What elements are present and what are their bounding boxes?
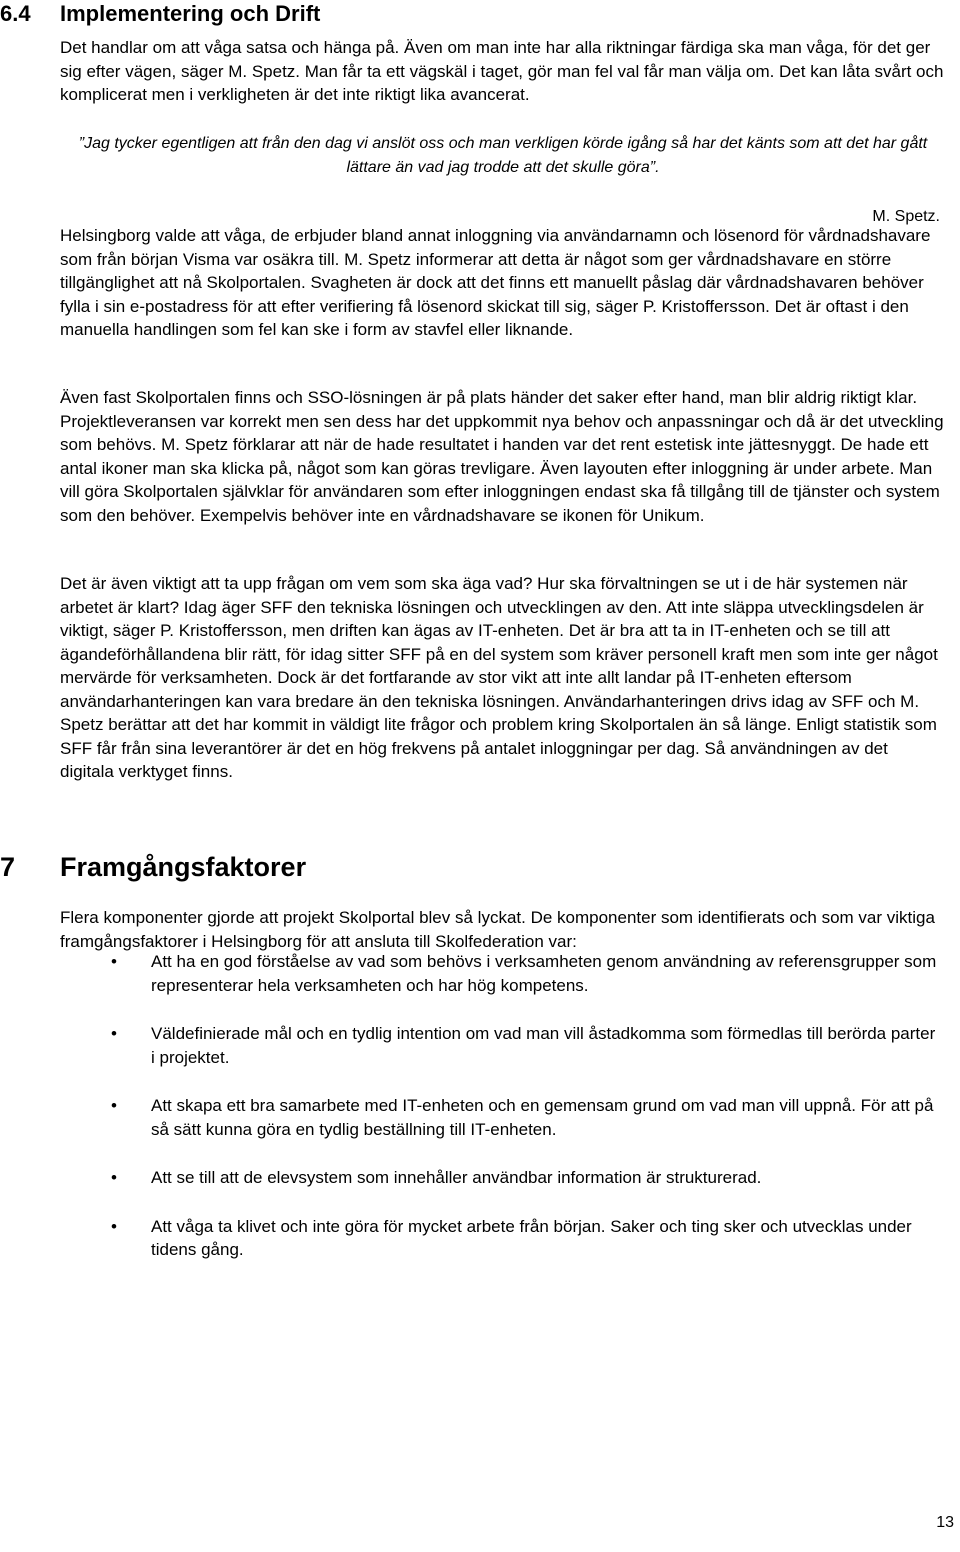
list-item — [60, 1215, 940, 1262]
bullet-icon: • — [111, 952, 117, 971]
bullet-icon: • — [111, 1096, 117, 1115]
list-item-text: Att se till att de elevsystem som innehåller användbar information är strukturerad. — [151, 1168, 762, 1187]
list-item-text: Att våga ta klivet och inte göra för mycket arbete från början. Saker och ting sker och utvecklas under tidens gång. — [151, 1216, 912, 1259]
list-item-text: Att skapa ett bra samarbete med IT-enheten och en gemensam grund om vad man vill uppnå. För att på så sätt kunna göra en tydlig beställning till IT-enheten. — [151, 1096, 934, 1139]
list-item — [60, 1094, 940, 1141]
quote-attribution: M. Spetz. — [872, 208, 940, 225]
section-title: Implementering och Drift — [60, 1, 321, 26]
list-item-text: Att ha en god förståelse av vad som behövs i verksamheten genom användning av referensgrupper som representerar hela verksamheten och har hög kompetens. — [151, 952, 937, 995]
section-number: 6.4 — [0, 1, 31, 26]
section-number: 7 — [0, 852, 16, 882]
section-heading-6-4 — [0, 0, 320, 28]
list-item — [60, 1022, 940, 1069]
section-title: Framgångsfaktorer — [60, 852, 307, 882]
intro-paragraph: Det handlar om att våga satsa och hänga på. Även om man inte har alla riktningar färdiga ska man våga, för det ger sig efter vägen, säger M. Spetz. Man får ta ett vägskäl i taget, gör man fel val får man välja om. Det kan låta svårt och komplicerat men i verkligheten är det inte riktigt lika avancerat. — [60, 38, 944, 104]
quote: ”Jag tycker egentligen att från den dag vi anslöt oss och man verkligen körde igång så har det känts som att det har gått lättare än vad jag trodde att det skulle göra”. — [78, 135, 928, 176]
paragraph-1: Helsingborg valde att våga, de erbjuder bland annat inloggning via användarnamn och lösenord för vårdnadshavare som från början Visma var osäkra till. M. Spetz informerar att detta är något som ger vårdnadshavare en större tillgänglighet att nå Skolportalen. Svagheten är dock att det finns ett manuellt påslag där vårdnadshavaren behöver fylla i sin e-postadress för att efter verifiering få lösenord skickat till sig, säger P. Kristoffersson. Det är oftast i den manuella handlingen som fel kan ske i form av stavfel eller liknande. — [60, 226, 931, 339]
list-item — [60, 950, 940, 997]
success-factor-list — [60, 950, 940, 1287]
section-heading-7 — [0, 850, 306, 884]
list-item-text: Väldefinierade mål och en tydlig intention om vad man vill åstadkomma som förmedlas till berörda parter i projektet. — [151, 1024, 936, 1067]
bullet-icon: • — [111, 1168, 117, 1187]
page-number: 13 — [936, 1514, 954, 1531]
list-item — [60, 1166, 940, 1190]
bullet-icon: • — [111, 1024, 117, 1043]
paragraph-2: Även fast Skolportalen finns och SSO-lösningen är på plats händer det saker efter hand, man blir aldrig riktigt klar. Projektleveransen var korrekt men sen dess har det uppkommit nya behov och anpassningar och då är det utveckling som behövs. M. Spetz förklarar att när de hade resultatet i handen var det rent estetisk inte jättesnyggt. De hade ett antal ikoner man ska klicka på, något som kan göras trevligare. Även layouten efter inloggning är under arbete. Man vill göra Skolportalen självklar för användaren som efter inloggningen endast ska få tillgång till de tjänster och system som den behöver. Exempelvis behöver inte en vårdnadshavare se ikonen för Unikum. — [60, 388, 944, 525]
bullet-icon: • — [111, 1216, 117, 1236]
section-7-intro: Flera komponenter gjorde att projekt Skolportal blev så lyckat. De komponenter som identifierats och som var viktiga framgångsfaktorer i Helsingborg för att ansluta till Skolfederation var: — [60, 908, 935, 951]
paragraph-3: Det är även viktigt att ta upp frågan om vem som ska äga vad? Hur ska förvaltningen se ut i de här systemen när arbetet är klart? Idag äger SFF den tekniska lösningen och utvecklingen av den. Att inte släppa utvecklingsdelen är viktigt, säger P. Kristoffersson, men driften kan ägas av IT-enheten. Det är bra att ta in IT-enheten och se till att ägandeförhållandena blir rätt, för idag sitter SFF på en del system som kräver personell kraft men som inte ger något mervärde för verksamheten. Dock är det fortfarande av stor vikt att inte allt landar på IT-enheten eftersom användarhanteringen kan vara bredare än den tekniska lösningen. Användarhanteringen drivs idag av SFF och M. Spetz berättar att det har kommit in väldigt lite frågor och problem kring Skolportalen än så länge. Enligt statistik som SFF får från sina leverantörer är det en hög frekvens på antalet inloggningar per dag. Så användningen av det digitala verktyget finns. — [60, 574, 938, 781]
